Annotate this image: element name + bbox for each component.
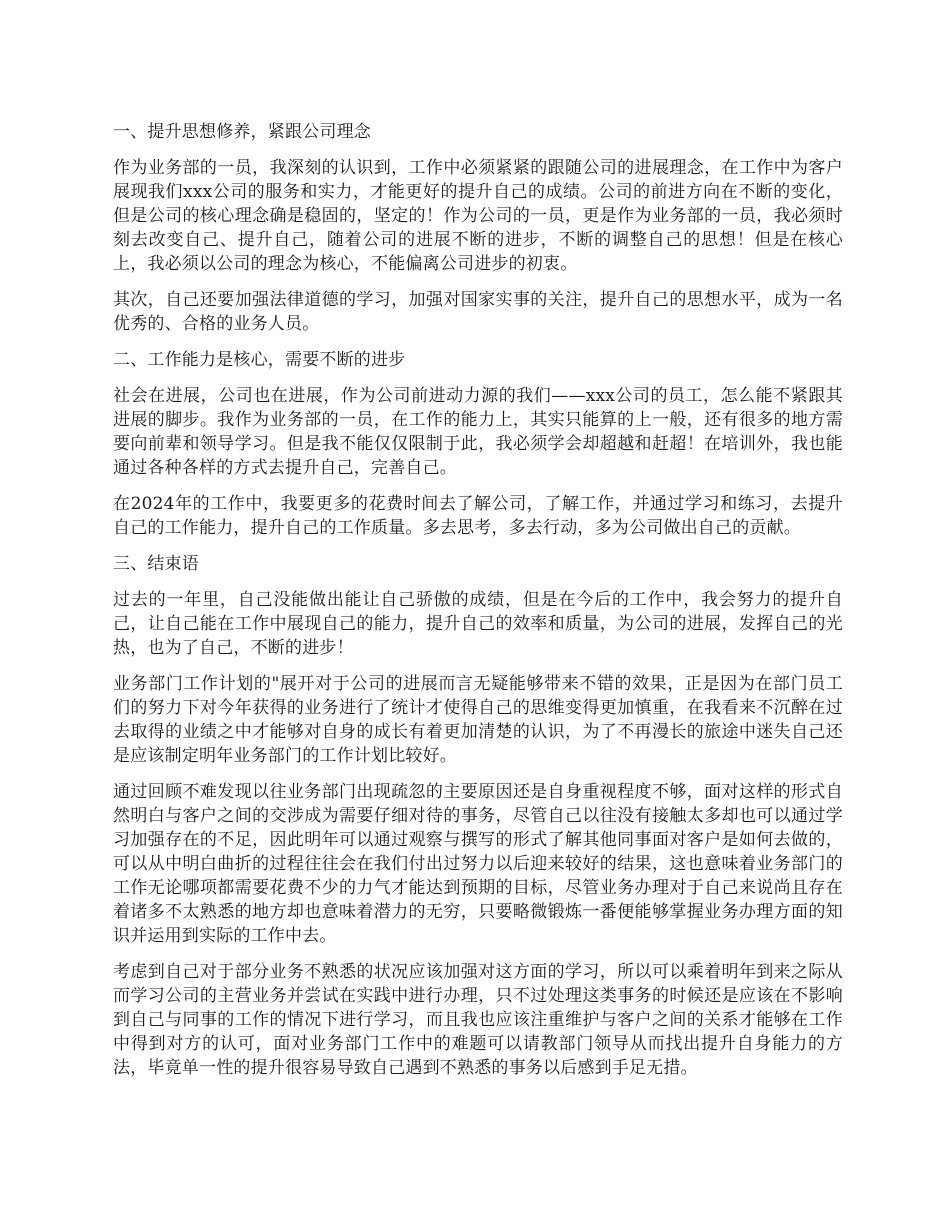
paragraph: 通过回顾不难发现以往业务部门出现疏忽的主要原因还是自身重视程度不够，面对这样的形式自然明白与客户之间的交涉成为需要仔细对待的事务，尽管自己以往没有接触太多却也可以通过学习加强存在的不足，因此明年可以通过观察与撰写的形式了解其他同事面对客户是如何去做的，可以从中明白曲折的过程往往会在我们付出过努力以后迎来较好的结果，这也意味着业务部门的工作无论哪项都需要花费不少的力气才能达到预期的目标，尽管业务办理对于自己来说尚且存在着诸多不太熟悉的地方却也意味着潜力的无穷，只要略微锻炼一番便能够掌握业务办理方面的知识并运用到实际的工作中去。: [113, 782, 843, 946]
paragraph: 作为业务部的一员，我深刻的认识到，工作中必须紧紧的跟随公司的进展理念，在工作中为客户展现我们xxx公司的服务和实力，才能更好的提升自己的成绩。公司的前进方向在不断的变化，但是公司的核心理念确是稳固的，坚定的！作为公司的一员，更是作为业务部的一员，我必须时刻去改变自己、提升自己，随着公司的进展不断的进步，不断的调整自己的思想！但是在核心上，我必须以公司的理念为核心，不能偏离公司进步的初衷。: [113, 158, 843, 274]
paragraph: 社会在进展，公司也在进展，作为公司前进动力源的我们——xxx公司的员工，怎么能不紧跟其进展的脚步。我作为业务部的一员，在工作的能力上，其实只能算的上一般，还有很多的地方需要向前辈和领导学习。但是我不能仅仅限制于此，我必须学会却超越和赶超！在培训外，我也能通过各种各样的方式去提升自己，完善自己。: [113, 386, 843, 478]
paragraph: 业务部门工作计划的"展开对于公司的进展而言无疑能够带来不错的效果，正是因为在部门员工们的努力下对今年获得的业务进行了统计才使得自己的思维变得更加慎重，在我看来不沉醉在过去取得的业绩之中才能够对自身的成长有着更加清楚的认识，为了不再漫长的旅途中迷失自己还是应该制定明年业务部门的工作计划比较好。: [113, 674, 843, 766]
paragraph: 其次，自己还要加强法律道德的学习，加强对国家实事的关注，提升自己的思想水平，成为一名优秀的、合格的业务人员。: [113, 290, 843, 334]
section-heading-1: 一、提升思想修养，紧跟公司理念: [113, 122, 371, 142]
section-heading-3: 三、结束语: [113, 554, 199, 574]
paragraph: 考虑到自己对于部分业务不熟悉的状况应该加强对这方面的学习，所以可以乘着明年到来之际从而学习公司的主营业务并尝试在实践中进行办理，只不过处理这类事务的时候还是应该在不影响到自己与同事的工作的情况下进行学习，而且我也应该注重维护与客户之间的关系才能够在工作中得到对方的认可，面对业务部门工作中的难题可以请教部门领导从而找出提升自身能力的方法，毕竟单一性的提升很容易导致自己遇到不熟悉的事务以后感到手足无措。: [113, 962, 843, 1078]
paragraph: 在2024年的工作中，我要更多的花费时间去了解公司，了解工作，并通过学习和练习，去提升自己的工作能力，提升自己的工作质量。多去思考，多去行动，多为公司做出自己的贡献。: [113, 494, 843, 538]
document-page: [113, 120, 843, 1092]
section-heading-2: 二、工作能力是核心，需要不断的进步: [113, 350, 406, 370]
paragraph: 过去的一年里，自己没能做出能让自己骄傲的成绩，但是在今后的工作中，我会努力的提升自己，让自己能在工作中展现自己的能力，提升自己的效率和质量，为公司的进展，发挥自己的光热，也为了自己，不断的进步！: [113, 590, 843, 658]
